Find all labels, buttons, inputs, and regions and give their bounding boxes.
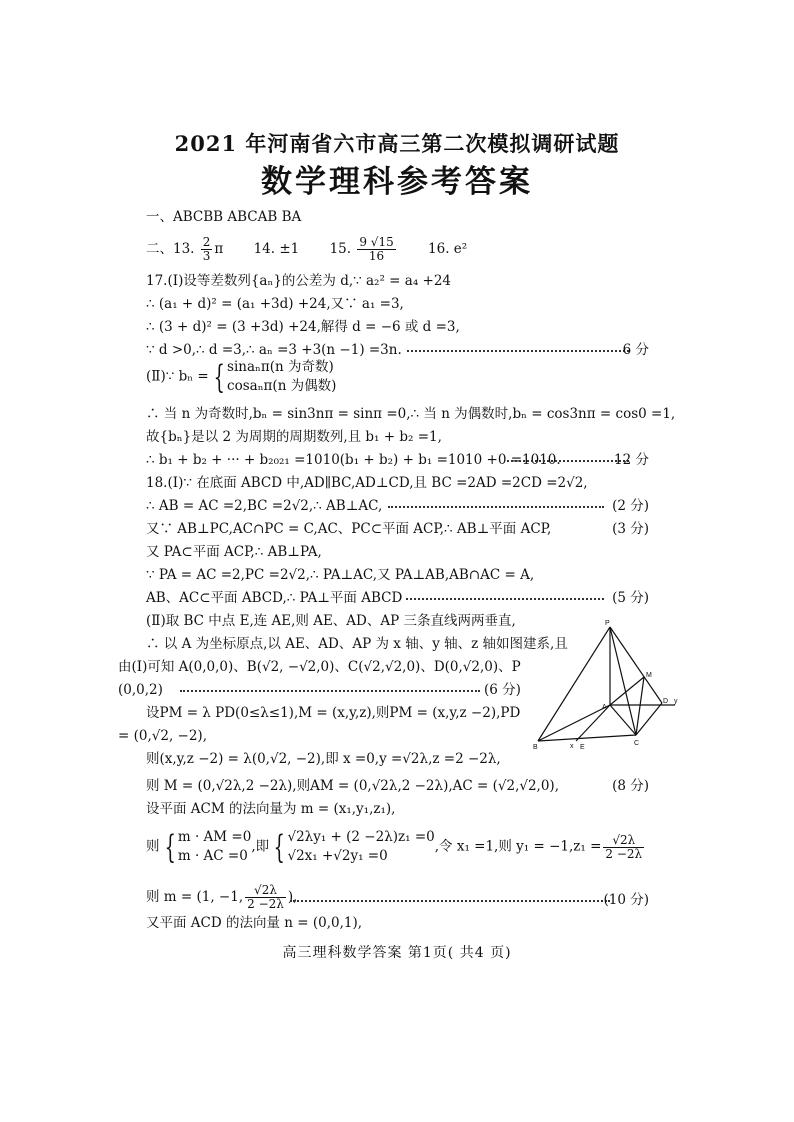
label-b: B bbox=[533, 744, 538, 751]
pyramid-figure bbox=[530, 615, 680, 755]
text-line: 故{bₙ}是以 2 为周期的周期数列,且 b₁ + b₂ =1, bbox=[146, 429, 442, 445]
dot-leader bbox=[407, 350, 629, 352]
coordinate-equations: √2λy₁ + (2 −2λ)z₁ =0 √2x₁ +√2y₁ =0 bbox=[287, 829, 435, 864]
label-e: E bbox=[580, 744, 585, 751]
label-x: x bbox=[570, 743, 574, 750]
text-line: = (0,√2, −2), bbox=[118, 728, 207, 744]
text-line: ∴ (3 + d)² = (3 +3d) +24,解得 d = −6 或 d =3, bbox=[146, 319, 460, 335]
label-y: y bbox=[674, 698, 678, 705]
fraction: $\frac{√2\lambda}{2 -2\lambda}$ bbox=[605, 832, 643, 861]
text-line: ∵ d >0,∴ d =3,∴ aₙ =3 +3(n −1) =3n. bbox=[146, 342, 402, 358]
text-line: 由(Ⅰ)可知 A(0,0,0)、B(√2, −√2,0)、C(√2,√2,0)、D(0,√2,0)、P bbox=[118, 659, 521, 675]
text-line: 又∵ AB⊥PC,AC∩PC = C,AC、PC⊂平面 ACP,∴ AB⊥平面 ACP, bbox=[146, 521, 552, 537]
piecewise-cases: sinaₙπ(n 为奇数) cosaₙπ(n 为偶数) bbox=[227, 359, 337, 394]
dot-leader bbox=[290, 900, 610, 902]
score: (6 分) bbox=[484, 682, 521, 698]
text-line: ∴ AB = AC =2,BC =2√2,∴ AB⊥AC, bbox=[146, 498, 383, 514]
dot-leader bbox=[406, 598, 604, 600]
label-a: A bbox=[602, 704, 607, 711]
text-line: 则 M = (0,√2λ,2 −2λ),则AM = (0,√2λ,2 −2λ),AC = (√2,√2,0), bbox=[146, 778, 559, 794]
score: (5 分) bbox=[612, 590, 649, 606]
score: (3 分) bbox=[612, 521, 649, 537]
text-line: 17.(Ⅰ)设等差数列{aₙ}的公差为 d,∵ a₂² = a₄ +24 bbox=[146, 273, 452, 289]
score: (10 分) bbox=[603, 892, 649, 908]
dot-leader bbox=[388, 506, 604, 508]
edge-pc bbox=[610, 627, 636, 735]
label-d: D bbox=[663, 698, 669, 705]
brace: { bbox=[273, 828, 285, 866]
score: (2 分) bbox=[612, 498, 649, 514]
answer-title: 数学理科参考答案 bbox=[261, 164, 533, 200]
text-line: (Ⅱ)取 BC 中点 E,连 AE,则 AE、AD、AP 三条直线两两垂直, bbox=[146, 613, 516, 629]
choice-answers: 一、ABCBB ABCAB BA bbox=[146, 209, 302, 225]
text-line: AB、AC⊂平面 ABCD,∴ PA⊥平面 ABCD bbox=[146, 590, 403, 606]
fill-answers: 二、13. $\frac{2}{3}$ π 14. ±1 15. $\frac{9 √15}{16}$ 16. e² bbox=[146, 235, 468, 263]
brace: { bbox=[164, 828, 176, 866]
text-line: 则(x,y,z −2) = λ(0,√2, −2),即 x =0,y =√2λ,z =2 −2λ, bbox=[146, 751, 501, 767]
equation-system-line: 则 { m · AM =0 m · AC =0 ,即 { √2λy₁ + (2 −2λ)z₁ =0 √2x₁ +√2y₁ =0 ,令 x₁ =1,则 y₁ = −1,z₁ = $\frac{√2\lambda}{2 -2\lambda}$ bbox=[146, 828, 643, 866]
edge-pd bbox=[610, 627, 662, 703]
label-m: M bbox=[646, 672, 652, 679]
text-line: ∴ 当 n 为奇数时,bₙ = sin3nπ = sinπ =0,∴ 当 n 为偶数时,bₙ = cos3nπ = cos0 =1, bbox=[146, 406, 676, 422]
edge-pb bbox=[538, 627, 610, 741]
piecewise-line: (Ⅱ)∵ bₙ = { sinaₙπ(n 为奇数) cosaₙπ(n 为偶数) bbox=[146, 358, 337, 396]
exam-title: 2021 年河南省六市高三第二次模拟调研试题 bbox=[174, 131, 620, 156]
dot-leader bbox=[507, 460, 629, 462]
text-line: ∵ PA = AC =2,PC =2√2,∴ PA⊥AC,又 PA⊥AB,AB∩AC = A, bbox=[146, 567, 535, 583]
fraction: $\frac{2}{3}$ bbox=[202, 235, 211, 263]
fraction: $\frac{√2\lambda}{2 -2\lambda}$ bbox=[247, 883, 284, 911]
score: (8 分) bbox=[612, 778, 649, 794]
text-line: ∴ b₁ + b₂ + ··· + b₂₀₂₁ =1010(b₁ + b₂) + b₁ =1010 +0 =1010. bbox=[146, 452, 561, 468]
text-line: 又 PA⊂平面 ACP,∴ AB⊥PA, bbox=[146, 544, 322, 560]
text-line: 设平面 ACM 的法向量为 m = (x₁,y₁,z₁), bbox=[146, 801, 396, 817]
score: 12 分 bbox=[614, 452, 649, 468]
normal-vector-line: 则 m = (1, −1, $\frac{√2\lambda}{2 -2\lambda}$ ), bbox=[146, 883, 298, 911]
score: 6 分 bbox=[622, 342, 649, 358]
label-c: C bbox=[634, 740, 640, 747]
text-line: 又平面 ACD 的法向量 n = (0,0,1), bbox=[146, 915, 363, 931]
text-line: 18.(Ⅰ)∵ 在底面 ABCD 中,AD∥BC,AD⊥CD,且 BC =2AD =2CD =2√2, bbox=[146, 475, 588, 491]
edge-bc bbox=[538, 735, 636, 741]
text-line: ∴ (a₁ + d)² = (a₁ +3d) +24,又∵ a₁ =3, bbox=[146, 296, 404, 312]
page-footer: 高三理科数学答案 第1页( 共4 页) bbox=[282, 945, 512, 961]
text-line: (0,0,2) bbox=[118, 682, 163, 698]
vector-conditions: m · AM =0 m · AC =0 bbox=[177, 829, 252, 864]
text-line: ∴ 以 A 为坐标原点,以 AE、AD、AP 为 x 轴、y 轴、z 轴如图建系,且 bbox=[146, 636, 568, 652]
dot-leader bbox=[180, 690, 480, 692]
brace: { bbox=[213, 358, 225, 396]
edge-am bbox=[610, 677, 644, 705]
label-p: P bbox=[605, 620, 610, 627]
fraction: $\frac{9 √15}{16}$ bbox=[359, 235, 394, 263]
text-line: 设PM = λ PD(0≤λ≤1),M = (x,y,z),则PM = (x,y,z −2),PD bbox=[146, 705, 521, 721]
